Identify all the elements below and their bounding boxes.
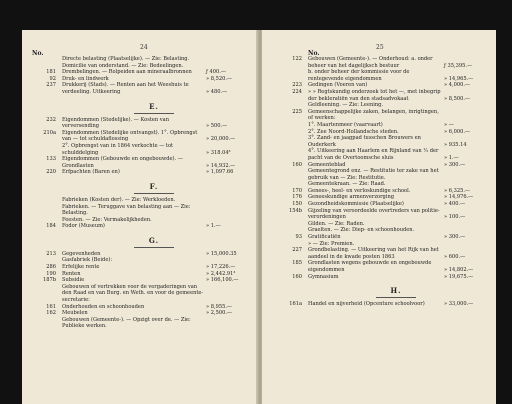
index-entry (308, 69, 484, 82)
index-entry (308, 122, 484, 129)
index-entry (308, 168, 484, 181)
entry-amount: » 19,675.— (444, 273, 474, 280)
entry-text: Eigendommen (Stedelijke). — Kosten van verversending (62, 116, 170, 130)
entry-amount: » 480.— (206, 88, 228, 95)
index-entry (46, 264, 246, 271)
index-list (262, 56, 496, 308)
section-letter: H. (390, 286, 402, 296)
entry-number: 237 (46, 82, 56, 89)
entry-text: Drembelingen. — Rolpeiden aan mineraalbronnen (62, 69, 192, 76)
index-entry (308, 102, 484, 109)
index-entry (43, 277, 246, 284)
index-entry (46, 169, 246, 176)
entry-number: 160 (292, 161, 302, 168)
section-heading (62, 236, 246, 248)
entry-amount: » 2,500.— (206, 310, 233, 317)
index-entry (62, 63, 246, 70)
entry-text: Gebouwen (Gemeente-). — Opzigt over de. — Zie: Publieke werken. (62, 316, 191, 330)
page-number: 25 (376, 44, 384, 51)
index-entry (46, 270, 246, 278)
entry-number: 93 (295, 234, 302, 241)
entry-text: 4°. Uitkeering aan Haarlem en Rijnland van ¹⁄₃ der pacht van de Overtoomsche sluis (308, 148, 439, 161)
entry-amount: ƒ 35,395.— (444, 62, 473, 69)
index-entry (308, 221, 484, 228)
entry-number: 185 (292, 260, 302, 267)
entry-text: Genees-, heel- en verloskundige school. (308, 187, 411, 194)
entry-number: 213 (46, 250, 56, 257)
section-rule (134, 247, 174, 248)
section-rule (134, 193, 174, 194)
index-entry (308, 241, 484, 248)
entry-amount: » 6,000.— (444, 128, 471, 135)
entry-amount: » 14,802.— (444, 267, 474, 273)
entry-amount: » 400.— (444, 201, 466, 208)
index-entry (308, 129, 484, 136)
entry-text: Subsidie (62, 277, 85, 284)
entry-text: Gemeenschappelijke zaken, belangen, inrigtingen, of werken: (308, 108, 439, 122)
entry-number: 170 (292, 187, 302, 194)
index-entry (46, 82, 246, 95)
entry-amount: » 1,097.66 (206, 169, 234, 176)
entry-text: 3°. Zand- en jaagpad tusschen Brouwers en Ouderkerk (308, 135, 421, 148)
index-entry (62, 284, 246, 304)
entry-text: 2°. Opbrengst van in 1864 verkochte — tot schulddelging (62, 142, 174, 156)
index-entry (62, 143, 246, 156)
entry-number: 210a (43, 129, 56, 136)
index-entry (292, 108, 484, 122)
entry-number: 225 (292, 108, 302, 115)
entry-text: Feesten. — Zie: Vermakelijkheden. (62, 216, 152, 223)
section-letter: G. (148, 235, 160, 245)
entry-number: 286 (46, 264, 56, 271)
entry-text: Druk- en lindwerk (62, 75, 109, 82)
entry-text: Meubelen (62, 310, 88, 317)
entry-amount: » 600.— (444, 253, 466, 260)
entry-text: Gemeentegrond enz. — Restitutie ter zake van het gebruik van — Zie: Restitutie. (308, 168, 439, 181)
index-entry (43, 129, 246, 143)
index-entry (62, 317, 246, 330)
entry-amount: » 100.— (444, 214, 466, 221)
entry-text: Gratificatiën (308, 234, 341, 241)
entry-amount: » 4,000.— (444, 82, 471, 89)
entry-text: Gilden. — Zie: Raden. (308, 220, 365, 227)
index-entry (308, 181, 484, 188)
entry-text: Renten (62, 270, 81, 277)
entry-number: 187b (43, 277, 56, 284)
index-entry (292, 273, 484, 281)
entry-amount: » 14,965.— (444, 75, 474, 82)
entry-text: » — Zie: Premien. (308, 240, 355, 247)
index-entry (46, 156, 246, 169)
entry-amount: » 8,520.— (206, 75, 233, 82)
entry-text: Gedingen (Voeren van) (308, 82, 368, 89)
entry-number: 220 (46, 169, 56, 176)
index-entry (295, 234, 484, 241)
entry-number: 161a (289, 301, 302, 308)
index-entry (46, 223, 246, 230)
section-letter: F. (149, 181, 159, 191)
entry-text: Gasfabriek (Beide): (62, 257, 113, 264)
entry-text: Gebouwen of vertrekken voor de vergaderingen van den Raad en van Burg. en Weth. en voor de gemeente-secretarie: (62, 283, 204, 304)
entry-text: Handel en nijverheid (Opcenture schoolvoor) (308, 301, 425, 308)
index-entry (308, 135, 484, 148)
index-entry (292, 201, 484, 208)
entry-text: Graelten. — Zie: Diep- en schoonhouden. (308, 227, 415, 234)
entry-text: 2°. Zee Noord-Hollandsche steden. (308, 128, 399, 135)
number-column-header: No. (308, 50, 320, 57)
entry-amount: » 17,226.— (206, 264, 236, 271)
index-entry (62, 56, 246, 63)
entry-text: Gijzeling van veroordeelde overtreders van politie-verordeningen (308, 207, 440, 221)
entry-number: 184 (46, 223, 56, 230)
entry-amount: » 8,955.— (206, 303, 233, 310)
entry-amount: » 8,500.— (444, 95, 471, 102)
entry-text: Gemeenteblad (308, 161, 346, 168)
section-heading (308, 286, 484, 298)
entry-text: Eigendommen (Stedelijke ontvangst). 1°. Opbrengst van — tot schuldaflossing (62, 129, 198, 143)
entry-amount: » 14,932.— (206, 162, 236, 169)
entry-amount: » 1.— (444, 154, 459, 161)
index-entry (292, 82, 484, 89)
entry-text: Gemeentekraan. — Zie: Raad. (308, 181, 386, 188)
entry-amount: » — (444, 121, 454, 128)
entry-number: 176 (292, 194, 302, 201)
entry-text: Fabrieken (Kosten der). — Zie: Werkloeden. (62, 196, 176, 203)
index-entry (62, 197, 246, 204)
entry-number: 92 (49, 75, 56, 82)
index-entry (308, 148, 484, 161)
index-list (22, 56, 258, 330)
entry-number: 190 (46, 270, 56, 277)
index-entry (62, 204, 246, 217)
entry-text: Domicilie van onderstand. — Zie: Bedeelingen. (62, 62, 184, 69)
entry-text: Onderhouden en schoonhouden (62, 303, 145, 310)
index-entry (46, 303, 246, 311)
entry-text: Directe belasting (Plaatselijke). — Zie: Belasting. (62, 56, 190, 62)
entry-number: 227 (292, 247, 302, 254)
entry-text: Eigendommen (Gebouwde en ongebouwde). — Grondlasten (62, 156, 183, 169)
section-letter: E. (149, 101, 159, 111)
entry-amount: » 15,000.35 (206, 250, 237, 257)
section-heading (62, 182, 246, 194)
entry-amount: » 20,000.— (206, 136, 236, 143)
entry-amount: » 2,442.91³ (206, 270, 236, 277)
entry-text: Gegevenheden (62, 250, 101, 257)
entry-amount: » 500.— (206, 123, 228, 130)
entry-number: 150 (292, 201, 302, 208)
index-entry (292, 260, 484, 273)
entry-amount: » 1.— (206, 223, 221, 230)
section-rule (376, 297, 416, 298)
entry-text: Geneeskundige armenverzorging (308, 194, 394, 201)
section-heading (62, 102, 246, 114)
entry-amount: » 14,976.— (444, 194, 474, 201)
index-entry (46, 310, 246, 317)
entry-text: Gymnasium (308, 273, 339, 280)
entry-amount: » 33,000.— (444, 301, 474, 308)
entry-text: Grondlasten wegens gebouwde en ongebouwde eigendommen (308, 260, 432, 273)
index-entry (46, 116, 246, 130)
entry-number: 154b (289, 207, 302, 214)
entry-number: 161 (46, 303, 56, 310)
entry-number: 181 (46, 69, 56, 76)
index-entry (292, 247, 484, 260)
index-entry (289, 301, 484, 308)
index-entry (308, 227, 484, 234)
entry-text: Fodor (Museum) (62, 223, 105, 230)
entry-text: Gebouwen (Gemeente-). — Onderhoud: a. onder beheer van het dagelijksch bestuur (308, 56, 433, 69)
index-entry (289, 207, 484, 221)
entry-text: b. onder beheer der kommissie voor de rentegevende eigendommen (308, 69, 410, 82)
left-page (22, 30, 258, 404)
index-entry (62, 257, 246, 264)
section-rule (134, 113, 174, 114)
entry-number: 122 (292, 56, 302, 62)
entry-amount: » 6,325.— (444, 187, 471, 194)
index-entry (292, 187, 484, 195)
entry-amount: » 166,100.— (206, 277, 239, 284)
entry-text: Fabrieken. — Teruggave van belasting aan — Zie: Belasting. (62, 203, 191, 217)
entry-amount: ƒ 400.— (206, 69, 226, 76)
entry-number: 133 (46, 156, 56, 163)
index-entry (292, 56, 484, 69)
entry-amount: » 300.— (444, 234, 466, 241)
entry-amount: » 318.04³ (206, 149, 231, 156)
entry-number: 160 (292, 273, 302, 280)
entry-text: » » Regtskundig onderzoek tot het —, met inbegrip der bekleratiën van den stadsadvokaat (308, 88, 441, 102)
right-page (262, 30, 496, 404)
entry-text: Erfpachten (Baren en) (62, 169, 120, 176)
entry-text: 1°. Maartenmeer (vaarvaart) (308, 121, 383, 128)
index-entry (292, 88, 484, 102)
number-column-header: No. (32, 50, 44, 57)
entry-text: Geldleening. — Zie: Leening. (308, 102, 384, 109)
entry-amount: » 935.14 (444, 141, 467, 148)
entry-number: 232 (46, 116, 56, 123)
entry-number: 224 (292, 88, 302, 95)
entry-text: Gezondheidskommissie (Plaatselijke) (308, 201, 404, 208)
entry-number: 223 (292, 82, 302, 89)
entry-text: Drukkerij (Stads). — Renten aan het Weeshuis te verdeeling. Uitkeering (62, 82, 189, 95)
entry-text: Grondbelasting. — Uitkeering van het Rijk van het aandeel in de kwade posten 1863 (308, 247, 439, 260)
entry-text: Erfelijke rente (62, 264, 100, 271)
index-entry (46, 69, 246, 76)
index-entry (292, 161, 484, 169)
page-number: 24 (140, 44, 148, 51)
entry-number: 162 (46, 310, 56, 317)
entry-amount: » 300.— (444, 161, 466, 168)
